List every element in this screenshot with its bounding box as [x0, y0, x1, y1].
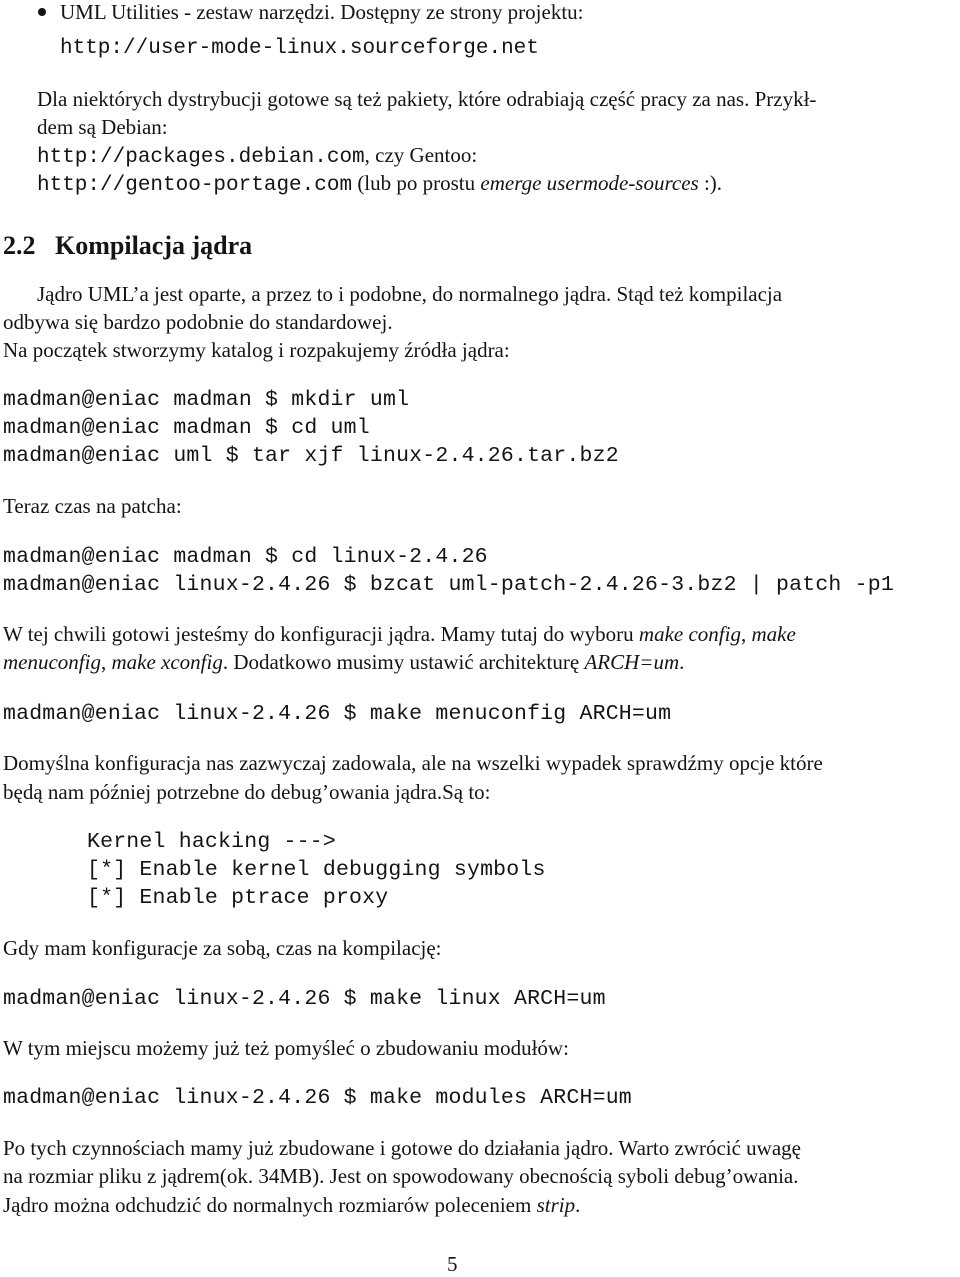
config-line: [*] Enable ptrace proxy [87, 886, 389, 910]
code-line: madman@eniac linux-2.4.26 $ bzcat uml-patch-2.4.26-3.bz2 | patch -p1 [3, 573, 894, 597]
project-url: http://user-mode-linux.sourceforge.net [60, 37, 539, 60]
p8-text-a: Jądro można odchudzić do normalnych rozmiarów poleceniem [3, 1193, 537, 1217]
gentoo-paren-close: :). [698, 171, 723, 195]
p2: Na początek stworzymy katalog i rozpakujemy źródła jądra: [3, 338, 510, 362]
bullet-text: UML Utilities - zestaw narzędzi. Dostępny ze strony projektu: [60, 0, 584, 24]
make-xconfig: make xconfig [111, 650, 223, 674]
p4-sep: , [100, 650, 112, 674]
packages-line-1: Dla niektórych dystrybucji gotowe są też pakiety, które odrabiają część pracy za nas. Przykł- [37, 87, 817, 111]
p4-period: . [679, 650, 685, 674]
p8-line-2: na rozmiar pliku z jądrem(ok. 34MB). Jest on spowodowany obecnością syboli debug’owania. [3, 1164, 799, 1188]
p6: Gdy mam konfiguracje za sobą, czas na kompilację: [3, 936, 442, 960]
strip-command: strip [536, 1193, 576, 1217]
section-heading: 2.2 Kompilacja jądra [3, 231, 253, 260]
p5-line-1: Domyślna konfiguracja nas zazwyczaj zadowala, ale na wszelki wypadek sprawdźmy opcje które [3, 751, 823, 775]
code-line: madman@eniac linux-2.4.26 $ make linux ARCH=um [3, 987, 606, 1011]
gentoo-prefix: , czy Gentoo: [364, 143, 478, 167]
code-line: madman@eniac madman $ cd linux-2.4.26 [3, 545, 488, 569]
code-line: madman@eniac linux-2.4.26 $ make modules ARCH=um [3, 1086, 632, 1110]
menuconfig-word: menuconfig [3, 650, 101, 674]
p4-line-2 [3, 650, 684, 675]
p5-line-2: będą nam później potrzebne do debug’owania jądra.Są to: [3, 780, 491, 804]
gentoo-line [37, 171, 722, 197]
gentoo-url: http://gentoo-portage.com [37, 174, 353, 197]
p1-line-2: odbywa się bardzo podobnie do standardowej. [3, 310, 393, 334]
p3: Teraz czas na patcha: [3, 494, 182, 518]
gentoo-paren-open: (lub po prostu [352, 171, 481, 195]
emerge-command: emerge usermode-sources [480, 171, 699, 195]
code-line: madman@eniac madman $ cd uml [3, 416, 370, 440]
p1-line-1: Jądro UML’a jest oparte, a przez to i podobne, do normalnego jądra. Stąd też kompilacja [37, 282, 783, 306]
make-config: make config [638, 622, 741, 646]
code-line: madman@eniac linux-2.4.26 $ make menuconfig ARCH=um [3, 702, 672, 726]
p7: W tym miejscu możemy już też pomyśleć o zbudowaniu modułów: [3, 1036, 569, 1060]
debian-line [37, 143, 477, 169]
make-word: make [751, 622, 796, 646]
p4-comma: , [740, 622, 752, 646]
bullet-dot [38, 8, 46, 16]
config-line: [*] Enable kernel debugging symbols [87, 858, 546, 882]
config-line: Kernel hacking ---> [87, 830, 336, 854]
p4-text-a: W tej chwili gotowi jesteśmy do konfiguracji jądra. Mamy tutaj do wyboru [3, 622, 639, 646]
arch-um: ARCH=um [584, 650, 680, 674]
p8-period: . [575, 1193, 581, 1217]
p4-text-c: . Dodatkowo musimy ustawić architekturę [222, 650, 585, 674]
p8-line-1: Po tych czynnościach mamy już zbudowane i gotowe do działania jądro. Warto zwrócić uwagę [3, 1136, 801, 1160]
p8-line-3 [3, 1193, 580, 1218]
page-number: 5 [447, 1252, 458, 1276]
code-line: madman@eniac uml $ tar xjf linux-2.4.26.tar.bz2 [3, 444, 619, 468]
code-line: madman@eniac madman $ mkdir uml [3, 388, 410, 412]
debian-url: http://packages.debian.com [37, 146, 365, 169]
p4-line-1 [3, 622, 796, 647]
packages-line-2: dem są Debian: [37, 115, 168, 139]
